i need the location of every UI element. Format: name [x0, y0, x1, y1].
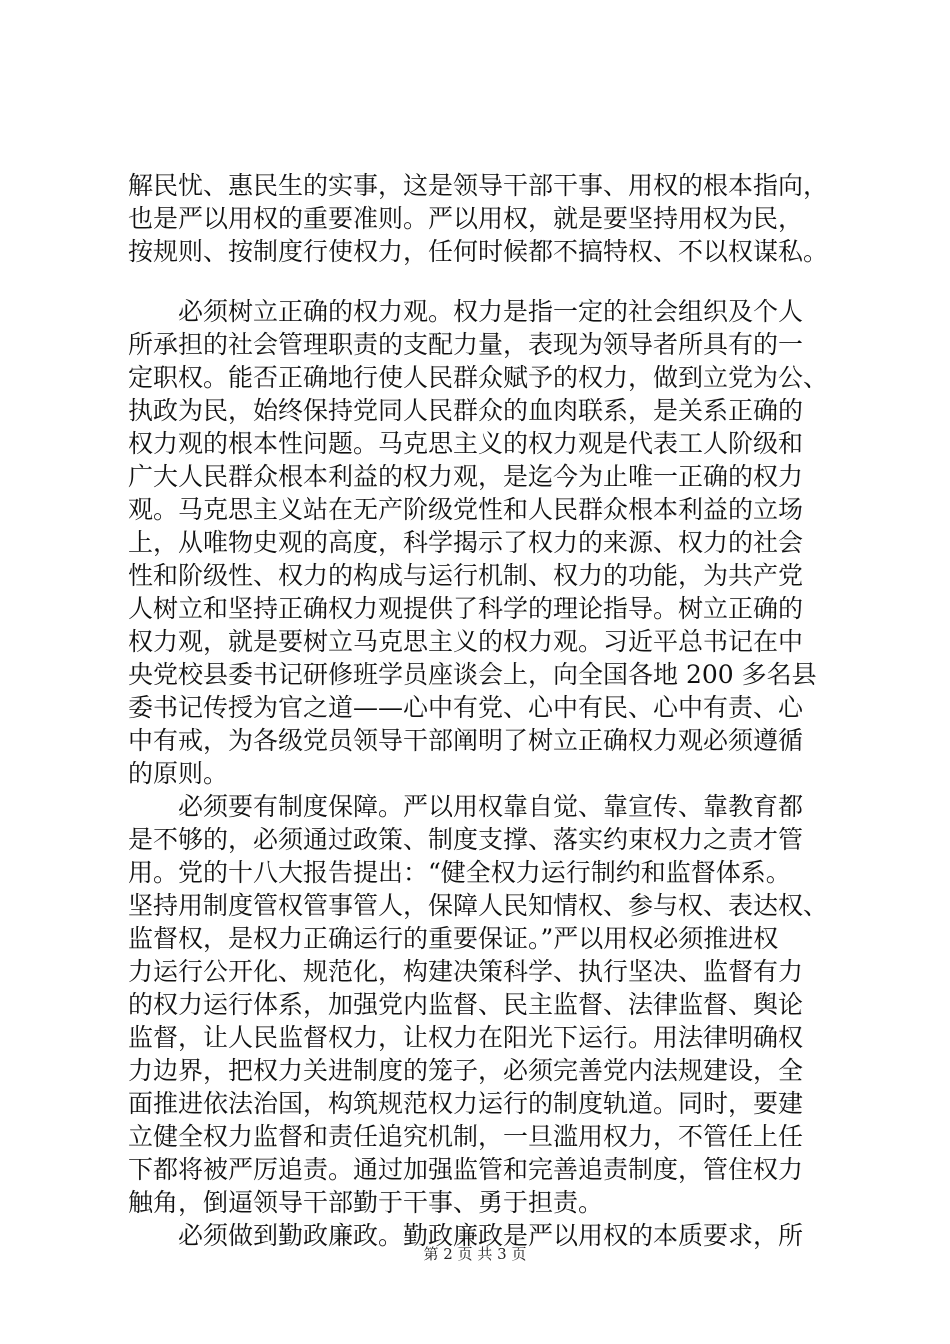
text-line: 也是严以用权的重要准则。严以用权，就是要坚持用权为民，: [128, 204, 804, 233]
text-line: 面推进依法治国，构筑规范权力运行的制度轨道。同时，要建: [128, 1089, 804, 1118]
text-line: 定职权。能否正确地行使人民群众赋予的权力，做到立党为公、: [128, 363, 829, 392]
text-line: 必须树立正确的权力观。权力是指一定的社会组织及个人: [128, 297, 804, 326]
text-line: 必须要有制度保障。严以用权靠自觉、靠宣传、靠教育都: [128, 792, 804, 821]
text-line: 是不够的，必须通过政策、制度支撑、落实约束权力之责才管: [128, 825, 804, 854]
text-line: 必须做到勤政廉政。勤政廉政是严以用权的本质要求，所: [128, 1221, 804, 1250]
text-line: 人树立和坚持正确权力观提供了科学的理论指导。树立正确的: [128, 594, 804, 623]
text-line: 力运行公开化、规范化，构建决策科学、执行坚决、监督有力: [128, 957, 804, 986]
text-line: 权力观，就是要树立马克思主义的权力观。习近平总书记在中: [128, 627, 804, 656]
text-line: 监督，让人民监督权力，让权力在阳光下运行。用法律明确权: [128, 1023, 804, 1052]
text-line: 央党校县委书记研修班学员座谈会上，向全国各地 200 多名县: [128, 660, 817, 689]
text-line: 上，从唯物史观的高度，科学揭示了权力的来源、权力的社会: [128, 528, 804, 557]
text-line: 立健全权力监督和责任追究机制，一旦滥用权力，不管任上任: [128, 1122, 804, 1151]
text-line: 坚持用制度管权管事管人，保障人民知情权、参与权、表达权、: [128, 891, 829, 920]
text-line: 力边界，把权力关进制度的笼子，必须完善党内法规建设，全: [128, 1056, 804, 1085]
text-line: 执政为民，始终保持党同人民群众的血肉联系，是关系正确的: [128, 396, 804, 425]
text-line: 所承担的社会管理职责的支配力量，表现为领导者所具有的一: [128, 330, 804, 359]
text-line: 权力观的根本性问题。马克思主义的权力观是代表工人阶级和: [128, 429, 804, 458]
text-line: 监督权，是权力正确运行的重要保证。”严以用权必须推进权: [128, 924, 779, 953]
text-line: 观。马克思主义站在无产阶级党性和人民群众根本利益的立场: [128, 495, 804, 524]
text-line: 解民忧、惠民生的实事，这是领导干部干事、用权的根本指向，: [128, 171, 829, 200]
text-line: 性和阶级性、权力的构成与运行机制、权力的功能，为共产党: [128, 561, 804, 590]
text-line: 用。党的十八大报告提出：“健全权力运行制约和监督体系。: [128, 858, 791, 887]
text-line: 按规则、按制度行使权力，任何时候都不搞特权、不以权谋私。: [128, 237, 829, 266]
text-line: 触角，倒逼领导干部勤于干事、勇于担责。: [128, 1188, 604, 1217]
text-line: 下都将被严厉追责。通过加强监管和完善追责制度，管住权力: [128, 1155, 804, 1184]
text-line: 委书记传授为官之道——心中有党、心中有民、心中有责、心: [128, 693, 804, 722]
text-line: 中有戒，为各级党员领导干部阐明了树立正确权力观必须遵循: [128, 726, 804, 755]
text-line: 广大人民群众根本利益的权力观，是迄今为止唯一正确的权力: [128, 462, 804, 491]
text-line: 的原则。: [128, 759, 229, 788]
text-line: 的权力运行体系，加强党内监督、民主监督、法律监督、舆论: [128, 990, 804, 1019]
page-footer: 第 2 页 共 3 页: [423, 1245, 527, 1263]
